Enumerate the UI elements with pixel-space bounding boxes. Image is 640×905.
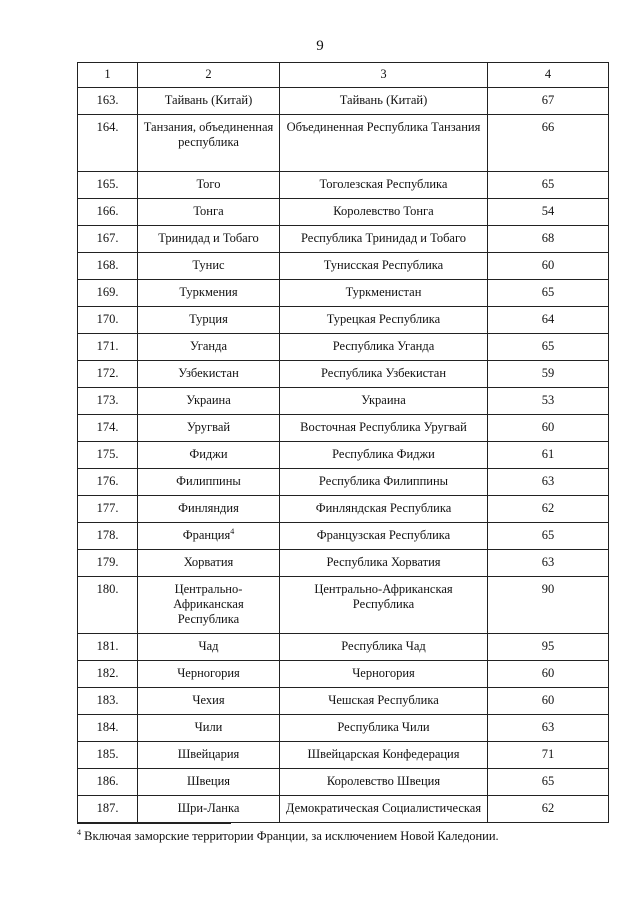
row-number: 169. (78, 280, 138, 307)
row-number: 186. (78, 769, 138, 796)
country-short-name: Хорватия (138, 550, 280, 577)
country-short-name-cell (138, 523, 280, 550)
footnote-divider (77, 823, 231, 824)
country-full-name: Объединенная Республика Танзания (280, 115, 488, 172)
column-header-4: 4 (488, 63, 609, 88)
table-row (78, 361, 609, 388)
table-row (78, 715, 609, 742)
country-short-name: Швеция (138, 769, 280, 796)
table-row (78, 199, 609, 226)
country-full-name: Королевство Швеция (280, 769, 488, 796)
country-full-name: Тунисская Республика (280, 253, 488, 280)
country-short-name: Филиппины (138, 469, 280, 496)
country-full-name: Черногория (280, 661, 488, 688)
country-short-name: Финляндия (138, 496, 280, 523)
table-row (78, 388, 609, 415)
country-short-name: Тайвань (Китай) (138, 88, 280, 115)
row-value: 62 (488, 796, 609, 823)
country-full-name: Швейцарская Конфедерация (280, 742, 488, 769)
table-row (78, 442, 609, 469)
country-full-name: Республика Фиджи (280, 442, 488, 469)
table-row (78, 307, 609, 334)
row-value: 65 (488, 523, 609, 550)
row-value: 60 (488, 253, 609, 280)
country-short-name: Тунис (138, 253, 280, 280)
table-row (78, 769, 609, 796)
row-value: 59 (488, 361, 609, 388)
country-short-name: Чад (138, 634, 280, 661)
column-header-3: 3 (280, 63, 488, 88)
country-full-name: Королевство Тонга (280, 199, 488, 226)
row-value: 54 (488, 199, 609, 226)
table-header-row (78, 63, 609, 88)
row-number: 183. (78, 688, 138, 715)
row-number: 173. (78, 388, 138, 415)
row-number: 168. (78, 253, 138, 280)
table-row (78, 172, 609, 199)
country-full-name: Тайвань (Китай) (280, 88, 488, 115)
row-value: 68 (488, 226, 609, 253)
row-value: 65 (488, 334, 609, 361)
row-value: 62 (488, 496, 609, 523)
row-value: 60 (488, 415, 609, 442)
country-full-name: Турецкая Республика (280, 307, 488, 334)
country-short-name: Фиджи (138, 442, 280, 469)
table-row (78, 226, 609, 253)
country-full-name: Украина (280, 388, 488, 415)
country-short-name: Шри-Ланка (138, 796, 280, 823)
footnote-mark: 4 (77, 827, 81, 837)
row-value: 61 (488, 442, 609, 469)
row-value: 66 (488, 115, 609, 172)
table-row (78, 634, 609, 661)
country-short-name: Швейцария (138, 742, 280, 769)
row-value: 65 (488, 172, 609, 199)
row-number: 177. (78, 496, 138, 523)
footnote-reference: 4 (230, 526, 235, 536)
row-number: 179. (78, 550, 138, 577)
countries-table (77, 62, 609, 823)
row-number: 184. (78, 715, 138, 742)
table-row (78, 661, 609, 688)
country-full-name: Демократическая Социалистическая (280, 796, 488, 823)
row-value: 63 (488, 715, 609, 742)
country-short-name: Франция (182, 528, 231, 542)
country-full-name: Французская Республика (280, 523, 488, 550)
row-number: 185. (78, 742, 138, 769)
country-full-name: Республика Хорватия (280, 550, 488, 577)
country-full-name: Центрально-Африканская Республика (280, 577, 488, 634)
country-full-name: Республика Узбекистан (280, 361, 488, 388)
row-number: 181. (78, 634, 138, 661)
column-header-1: 1 (78, 63, 138, 88)
table-row (78, 415, 609, 442)
country-short-name: Центрально-Африканская Республика (138, 577, 280, 634)
table-row (78, 115, 609, 172)
table-row (78, 280, 609, 307)
country-full-name: Туркменистан (280, 280, 488, 307)
table-row (78, 550, 609, 577)
country-short-name: Узбекистан (138, 361, 280, 388)
row-value: 90 (488, 577, 609, 634)
row-number: 165. (78, 172, 138, 199)
country-short-name: Черногория (138, 661, 280, 688)
row-number: 180. (78, 577, 138, 634)
country-full-name: Республика Тринидад и Тобаго (280, 226, 488, 253)
row-number: 175. (78, 442, 138, 469)
country-full-name: Республика Чад (280, 634, 488, 661)
page-number: 9 (316, 38, 324, 54)
column-header-2: 2 (138, 63, 280, 88)
footnote-text: Включая заморские территории Франции, за исключением Новой Каледонии. (84, 829, 499, 843)
table-row (78, 796, 609, 823)
row-value: 64 (488, 307, 609, 334)
table-row (78, 496, 609, 523)
row-value: 65 (488, 769, 609, 796)
country-short-name: Тринидад и Тобаго (138, 226, 280, 253)
country-full-name: Тоголезская Республика (280, 172, 488, 199)
country-short-name: Украина (138, 388, 280, 415)
table-row (78, 253, 609, 280)
table-row (78, 577, 609, 634)
row-number: 172. (78, 361, 138, 388)
row-number: 166. (78, 199, 138, 226)
country-full-name: Финляндская Республика (280, 496, 488, 523)
row-number: 163. (78, 88, 138, 115)
row-value: 95 (488, 634, 609, 661)
row-value: 60 (488, 688, 609, 715)
table-row (78, 334, 609, 361)
row-number: 167. (78, 226, 138, 253)
country-short-name: Турция (138, 307, 280, 334)
row-number: 170. (78, 307, 138, 334)
table-row (78, 88, 609, 115)
row-value: 63 (488, 550, 609, 577)
table-row (78, 688, 609, 715)
row-value: 67 (488, 88, 609, 115)
table-row (78, 469, 609, 496)
country-full-name: Республика Чили (280, 715, 488, 742)
row-number: 182. (78, 661, 138, 688)
row-value: 63 (488, 469, 609, 496)
row-number: 178. (78, 523, 138, 550)
country-short-name: Тонга (138, 199, 280, 226)
country-short-name: Чехия (138, 688, 280, 715)
country-short-name: Танзания, объединенная республика (138, 115, 280, 172)
row-value: 65 (488, 280, 609, 307)
country-short-name: Туркмения (138, 280, 280, 307)
table-row (78, 523, 609, 550)
row-number: 176. (78, 469, 138, 496)
row-value: 71 (488, 742, 609, 769)
row-number: 164. (78, 115, 138, 172)
country-short-name: Того (138, 172, 280, 199)
footnote (77, 829, 499, 844)
row-number: 187. (78, 796, 138, 823)
country-full-name: Восточная Республика Уругвай (280, 415, 488, 442)
country-full-name: Республика Филиппины (280, 469, 488, 496)
row-number: 174. (78, 415, 138, 442)
row-value: 53 (488, 388, 609, 415)
table-row (78, 742, 609, 769)
country-short-name: Уругвай (138, 415, 280, 442)
country-short-name: Чили (138, 715, 280, 742)
country-short-name: Уганда (138, 334, 280, 361)
row-number: 171. (78, 334, 138, 361)
country-full-name: Республика Уганда (280, 334, 488, 361)
row-value: 60 (488, 661, 609, 688)
country-full-name: Чешская Республика (280, 688, 488, 715)
